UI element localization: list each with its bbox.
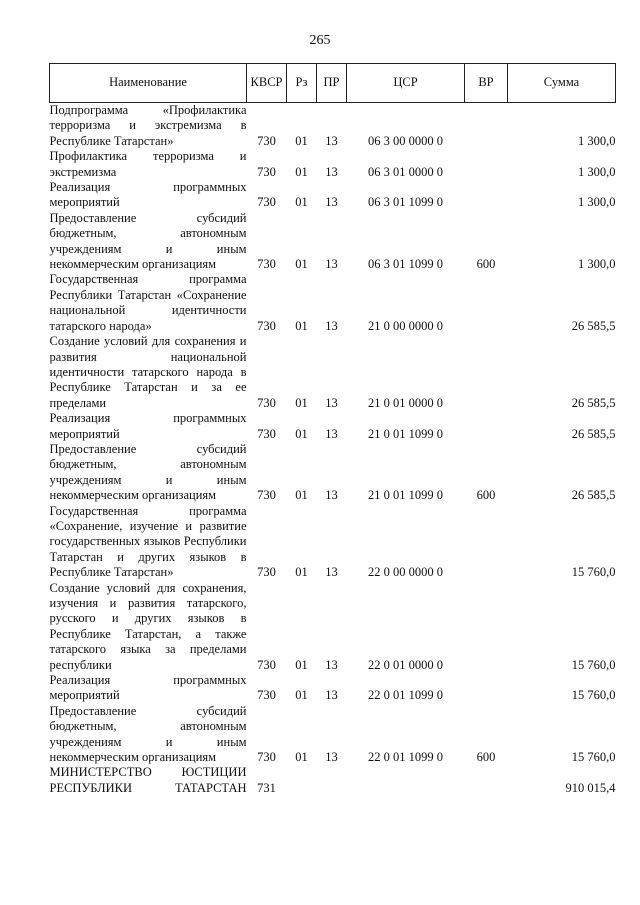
row-kvsr: 730 (257, 257, 276, 272)
page-number: 265 (309, 33, 331, 48)
row-pr: 13 (325, 688, 338, 703)
row-rz: 01 (295, 565, 308, 580)
col-header-sum: Сумма (508, 64, 616, 103)
row-vr (465, 103, 508, 150)
row-rz: 01 (295, 395, 308, 410)
row-sum: 910 015,4 (565, 780, 616, 795)
row-pr: 13 (325, 488, 338, 503)
row-csr: 21 0 01 1099 0 (368, 488, 443, 503)
row-vr (465, 149, 508, 180)
row-csr: 21 0 01 1099 0 (368, 426, 443, 441)
row-name: Государственная программа Республики Татарстан «Сохранение национальной идентичности татарского народа» (49, 272, 247, 333)
row-rz: 01 (295, 133, 308, 148)
row-sum: 1 300,0 (578, 195, 616, 210)
row-vr (465, 334, 508, 411)
row-sum: 15 760,0 (571, 750, 616, 765)
table-row (50, 272, 616, 334)
row-name-line2: РЕСПУБЛИКИ ТАТАРСТАН (49, 780, 247, 795)
row-vr (465, 504, 508, 581)
row-rz: 01 (295, 195, 308, 210)
row-sum: 1 300,0 (578, 133, 616, 148)
row-rz: 01 (295, 257, 308, 272)
col-header-kvsr: КВСР (247, 64, 287, 103)
row-csr (347, 765, 465, 796)
row-sum: 15 760,0 (571, 565, 616, 580)
row-name: Создание условий для сохранения и развития национальной идентичности татарского народа в Республике Татарстан и за ее пределами (49, 334, 247, 410)
row-name: Предоставление субсидий бюджетным, автономным учреждениям и иным некоммерческим организациям (49, 210, 247, 272)
row-csr: 21 0 00 0000 0 (368, 318, 443, 333)
row-csr: 06 3 01 0000 0 (368, 164, 443, 179)
row-vr (465, 765, 508, 796)
row-kvsr: 730 (257, 164, 276, 179)
row-kvsr: 730 (257, 750, 276, 765)
row-kvsr: 730 (257, 657, 276, 672)
row-name: Предоставление субсидий бюджетным, автономным учреждениям и иным некоммерческим организациям (49, 441, 247, 503)
row-name: Профилактика терроризма и экстремизма (49, 149, 247, 179)
row-kvsr: 731 (257, 780, 276, 795)
row-name: Реализация программных мероприятий (49, 411, 247, 441)
row-name: Реализация программных мероприятий (49, 180, 247, 210)
row-rz: 01 (295, 688, 308, 703)
table-row (50, 581, 616, 673)
table-row (50, 180, 616, 211)
row-rz: 01 (295, 164, 308, 179)
row-kvsr: 730 (257, 488, 276, 503)
row-vr (465, 581, 508, 673)
row-rz (287, 765, 317, 796)
row-vr (465, 411, 508, 442)
table-row (50, 442, 616, 504)
row-csr: 22 0 01 1099 0 (368, 688, 443, 703)
col-header-name: Наименование (50, 64, 247, 103)
row-sum: 1 300,0 (578, 164, 616, 179)
row-csr: 06 3 01 1099 0 (368, 257, 443, 272)
row-csr: 21 0 01 0000 0 (368, 395, 443, 410)
row-sum: 26 585,5 (571, 488, 616, 503)
row-kvsr: 730 (257, 195, 276, 210)
row-rz: 01 (295, 426, 308, 441)
row-pr: 13 (325, 257, 338, 272)
row-name-line1: МИНИСТЕРСТВО ЮСТИЦИИ (49, 765, 247, 780)
row-name: Реализация программных мероприятий (49, 673, 247, 703)
table-row (50, 504, 616, 581)
row-name: Создание условий для сохранения, изучения и развития татарского, русского и других языков в Республике Татарстан, а также татарского языка за пределами республики (49, 580, 247, 672)
row-rz: 01 (295, 488, 308, 503)
table-row (50, 211, 616, 273)
row-name (50, 765, 247, 796)
row-vr (465, 272, 508, 334)
row-csr: 22 0 00 0000 0 (368, 565, 443, 580)
row-rz: 01 (295, 657, 308, 672)
table-row (50, 334, 616, 411)
table-row (50, 411, 616, 442)
row-name: Предоставление субсидий бюджетным, автономным учреждениям и иным некоммерческим организациям (49, 703, 247, 765)
row-pr: 13 (325, 395, 338, 410)
row-csr: 22 0 01 0000 0 (368, 657, 443, 672)
col-header-rz: Рз (287, 64, 317, 103)
row-pr: 13 (325, 565, 338, 580)
row-sum: 15 760,0 (571, 657, 616, 672)
col-header-csr: ЦСР (347, 64, 465, 103)
row-vr (465, 673, 508, 704)
table-row (50, 704, 616, 766)
row-vr: 600 (476, 257, 496, 272)
table-row (50, 673, 616, 704)
row-sum: 15 760,0 (571, 688, 616, 703)
row-name: Подпрограмма «Профилактика терроризма и экстремизма в Республике Татарстан» (49, 103, 247, 148)
row-kvsr: 730 (257, 688, 276, 703)
budget-table (49, 63, 616, 796)
row-kvsr: 730 (257, 395, 276, 410)
row-csr: 06 3 01 1099 0 (368, 195, 443, 210)
row-sum: 1 300,0 (578, 257, 616, 272)
row-pr: 13 (325, 318, 338, 333)
row-csr: 22 0 01 1099 0 (368, 750, 443, 765)
row-kvsr: 730 (257, 426, 276, 441)
row-pr: 13 (325, 195, 338, 210)
row-name: Государственная программа «Сохранение, изучение и развитие государственных языков Республики Татарстан и других языков в Республике Татарстан» (49, 503, 247, 580)
row-kvsr: 730 (257, 565, 276, 580)
row-sum: 26 585,5 (571, 426, 616, 441)
header-row (50, 64, 616, 103)
table-row-ministry (50, 765, 616, 796)
row-vr: 600 (476, 488, 496, 503)
row-rz: 01 (295, 750, 308, 765)
row-pr: 13 (325, 164, 338, 179)
row-kvsr: 730 (257, 133, 276, 148)
row-vr (465, 180, 508, 211)
col-header-pr: ПР (317, 64, 347, 103)
row-pr (317, 765, 347, 796)
row-rz: 01 (295, 318, 308, 333)
row-sum: 26 585,5 (571, 395, 616, 410)
row-pr: 13 (325, 426, 338, 441)
row-pr: 13 (325, 750, 338, 765)
row-pr: 13 (325, 133, 338, 148)
row-vr: 600 (476, 750, 496, 765)
row-pr: 13 (325, 657, 338, 672)
col-header-vr: ВР (465, 64, 508, 103)
row-sum: 26 585,5 (571, 318, 616, 333)
table-row (50, 103, 616, 150)
table-row (50, 149, 616, 180)
row-kvsr: 730 (257, 318, 276, 333)
row-csr: 06 3 00 0000 0 (368, 133, 443, 148)
